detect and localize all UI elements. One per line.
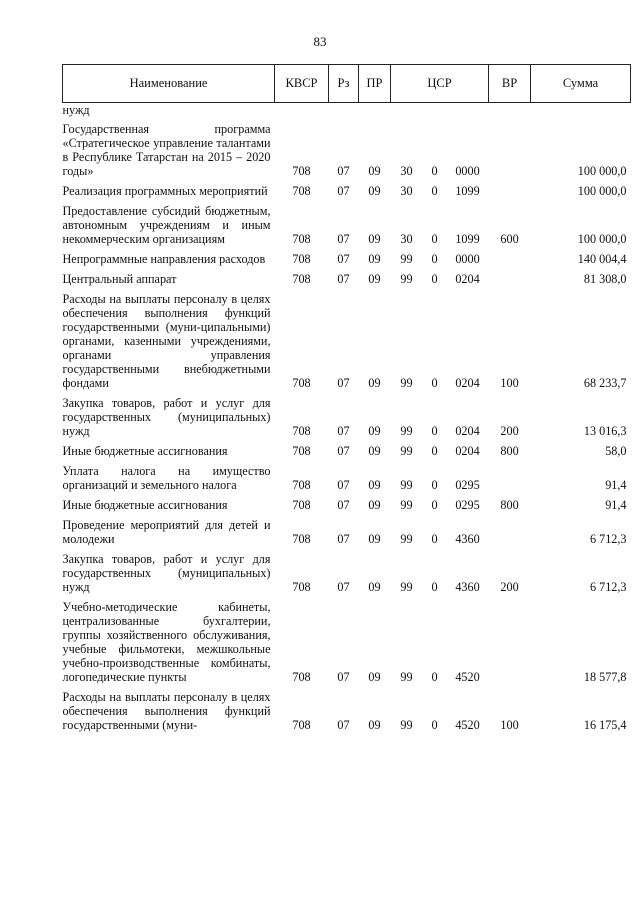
cell-sum: 58,0 [605,444,627,458]
cell-c3: 0204 [455,444,480,458]
cell-kvsr: 708 [292,424,311,438]
cell-kvsr [275,103,329,120]
cell-kvsr: 708 [292,670,311,684]
cell-pr: 09 [368,580,381,594]
cell-vr [489,181,531,201]
cell-vr [489,461,531,495]
cell-name: Расходы на выплаты персоналу в целях обеспечения выполнения функций государственными (муни-ципальными) органами, казенными учреждениями, органами управления государственными внебюджетными фондами [62,292,271,390]
cell-pr: 09 [368,498,381,512]
cell-sum: 91,4 [605,498,627,512]
cell-c3: 4520 [455,718,480,732]
cell-kvsr: 708 [292,164,311,178]
cell-c3: 4520 [455,670,480,684]
cell-c3: 1099 [455,232,480,246]
cell-kvsr: 708 [292,376,311,390]
cell-c1: 99 [400,532,413,546]
cell-rz: 07 [337,272,350,286]
cell-rz: 07 [337,478,350,492]
cell-name: Иные бюджетные ассигнования [62,498,228,512]
cell-c1: 99 [400,498,413,512]
cell-kvsr: 708 [292,718,311,732]
cell-sum: 100 000,0 [577,232,627,246]
cell-pr: 09 [368,232,381,246]
cell-name: Закупка товаров, работ и услуг для государственных (муниципальных) нужд [62,552,271,594]
cell-vr: 200 [500,424,519,438]
cell-c1: 99 [400,444,413,458]
cell-vr [489,515,531,549]
cell-sum: 91,4 [605,478,627,492]
cell-c2: 0 [431,670,438,684]
cell-c1: 30 [400,184,413,198]
cell-rz: 07 [337,718,350,732]
cell-c1: 99 [400,252,413,266]
cell-vr [489,249,531,269]
header-pr: ПР [359,65,391,103]
cell-pr: 09 [368,272,381,286]
cell-c2: 0 [431,424,438,438]
cell-rz: 07 [337,376,350,390]
cell-sum [531,103,631,120]
cell-vr [489,119,531,181]
header-kvsr: КВСР [275,65,329,103]
cell-c3: 0204 [455,376,480,390]
cell-rz: 07 [337,424,350,438]
table-row [63,393,631,441]
cell-rz: 07 [337,444,350,458]
cell-pr: 09 [368,252,381,266]
cell-pr: 09 [368,424,381,438]
cell-rz [329,103,359,120]
cell-c3: 4360 [455,580,480,594]
cell-kvsr: 708 [292,580,311,594]
cell-c3 [447,103,489,120]
table-row [63,181,631,201]
cell-c3: 0000 [455,252,480,266]
cell-pr: 09 [368,444,381,458]
cell-c1: 99 [400,478,413,492]
cell-name: Учебно-методические кабинеты, централизованные бухгалтерии, группы хозяйственного обслуживания, учебные фильмотеки, межшкольные учебно-производственные комбинаты, логопедические пункты [62,600,271,684]
cell-c2: 0 [431,252,438,266]
cell-sum: 100 000,0 [577,164,627,178]
cell-c1: 99 [400,376,413,390]
cell-kvsr: 708 [292,272,311,286]
cell-c2: 0 [431,444,438,458]
table-row [63,597,631,687]
table-row [63,201,631,249]
cell-name: Закупка товаров, работ и услуг для государственных (муниципальных) нужд [62,396,271,438]
page-number: 83 [313,34,327,49]
cell-kvsr: 708 [292,478,311,492]
cell-c2: 0 [431,376,438,390]
cell-c2: 0 [431,232,438,246]
cell-vr [489,103,531,120]
cell-vr [489,269,531,289]
cell-name: нужд [62,103,90,117]
cell-c1: 99 [400,718,413,732]
cell-vr: 800 [500,498,519,512]
cell-c2: 0 [431,272,438,286]
cell-rz: 07 [337,580,350,594]
cell-vr [489,597,531,687]
cell-name: Предоставление субсидий бюджетным, автономным учреждениям и иным некоммерческим организациям [62,204,271,246]
cell-c2 [423,103,447,120]
cell-kvsr: 708 [292,184,311,198]
cell-c1: 30 [400,232,413,246]
cell-name: Расходы на выплаты персоналу в целях обеспечения выполнения функций государственными (муни- [62,690,271,732]
cell-vr: 200 [500,580,519,594]
cell-name: Иные бюджетные ассигнования [62,444,228,458]
cell-pr: 09 [368,478,381,492]
cell-sum: 140 004,4 [577,252,627,266]
header-vr: ВР [489,65,531,103]
cell-c1 [391,103,423,120]
cell-sum: 16 175,4 [583,718,627,732]
cell-c2: 0 [431,718,438,732]
cell-rz: 07 [337,164,350,178]
cell-pr: 09 [368,376,381,390]
cell-name: Центральный аппарат [62,272,177,286]
cell-c2: 0 [431,164,438,178]
cell-pr: 09 [368,184,381,198]
cell-name: Непрограммные направления расходов [62,252,266,266]
table-row [63,289,631,393]
header-csr: ЦСР [391,65,489,103]
table-row [63,441,631,461]
table-row [63,549,631,597]
cell-rz: 07 [337,232,350,246]
cell-vr: 100 [500,376,519,390]
cell-c3: 0000 [455,164,480,178]
header-name: Наименование [63,65,275,103]
cell-sum: 18 577,8 [583,670,627,684]
cell-c3: 1099 [455,184,480,198]
cell-rz: 07 [337,532,350,546]
cell-sum: 81 308,0 [583,272,627,286]
cell-c1: 99 [400,272,413,286]
cell-vr: 100 [500,718,519,732]
cell-c3: 0295 [455,478,480,492]
budget-table [62,64,631,735]
table-row [63,515,631,549]
cell-c2: 0 [431,580,438,594]
cell-pr: 09 [368,718,381,732]
header-sum: Сумма [531,65,631,103]
table-row [63,687,631,735]
table-row [63,461,631,495]
table-body [63,103,631,736]
cell-vr: 600 [500,232,519,246]
cell-sum: 6 712,3 [589,532,627,546]
cell-c3: 0204 [455,424,480,438]
cell-c3: 0295 [455,498,480,512]
cell-sum: 68 233,7 [583,376,627,390]
cell-c3: 4360 [455,532,480,546]
table-row [63,249,631,269]
header-rz: Рз [329,65,359,103]
cell-name: Уплата налога на имущество организаций и земельного налога [62,464,271,492]
cell-kvsr: 708 [292,252,311,266]
cell-pr [359,103,391,120]
cell-name: Реализация программных мероприятий [62,184,268,198]
cell-c3: 0204 [455,272,480,286]
cell-vr: 800 [500,444,519,458]
cell-rz: 07 [337,498,350,512]
cell-rz: 07 [337,252,350,266]
cell-name: Государственная программа «Стратегическое управление талантами в Республике Татарстан на 2015 – 2020 годы» [62,122,271,178]
cell-kvsr: 708 [292,232,311,246]
table-row [63,269,631,289]
cell-kvsr: 708 [292,498,311,512]
table-row [63,119,631,181]
cell-c1: 99 [400,424,413,438]
cell-name: Проведение мероприятий для детей и молодежи [62,518,271,546]
cell-rz: 07 [337,184,350,198]
cell-pr: 09 [368,532,381,546]
cell-c1: 30 [400,164,413,178]
cell-c2: 0 [431,532,438,546]
cell-pr: 09 [368,164,381,178]
cell-c2: 0 [431,498,438,512]
cell-c1: 99 [400,580,413,594]
cell-c2: 0 [431,478,438,492]
cell-kvsr: 708 [292,532,311,546]
cell-c2: 0 [431,184,438,198]
cell-sum: 100 000,0 [577,184,627,198]
cell-sum: 13 016,3 [583,424,627,438]
cell-pr: 09 [368,670,381,684]
table-row [63,103,631,120]
table-row [63,495,631,515]
cell-rz: 07 [337,670,350,684]
cell-sum: 6 712,3 [589,580,627,594]
cell-c1: 99 [400,670,413,684]
table-header-row [63,65,631,103]
cell-kvsr: 708 [292,444,311,458]
